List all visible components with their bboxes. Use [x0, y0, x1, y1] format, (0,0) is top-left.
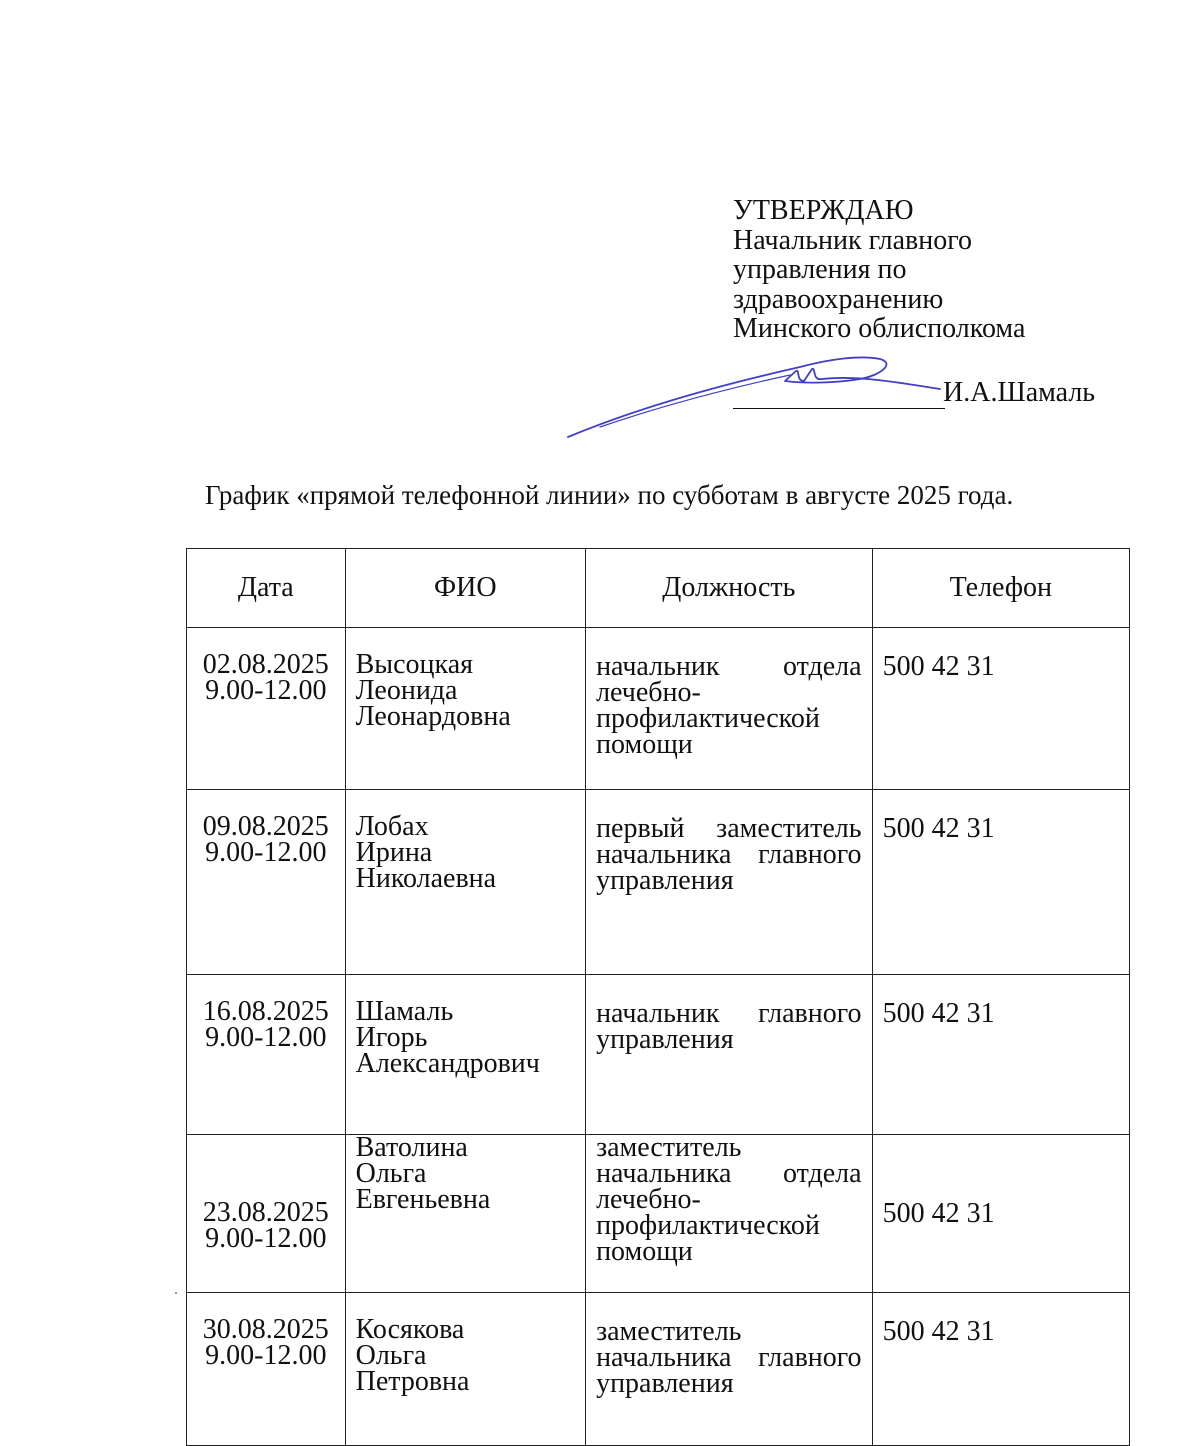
phone: 500 42 31: [882, 651, 995, 682]
phone: 500 42 31: [882, 1197, 995, 1229]
position: заместитель начальника отдела лечебно-профилактической помощи: [596, 1132, 862, 1267]
table-row: [187, 790, 1130, 975]
patronymic: Леонардовна: [355, 701, 511, 732]
name-cell: [345, 628, 585, 790]
approval-block: [733, 196, 1025, 344]
first-name: Ирина: [355, 837, 433, 868]
header-position: Должность: [586, 549, 873, 628]
patronymic: Николаевна: [355, 863, 497, 894]
approval-line: Минского облисполкома: [733, 313, 1026, 344]
phone-cell: [872, 1293, 1129, 1446]
position-cell: [586, 975, 873, 1135]
surname: Высоцкая: [355, 649, 473, 680]
time: 9.00-12.00: [205, 837, 327, 868]
approval-line: Начальник главного: [733, 224, 973, 256]
surname: Шамаль: [355, 996, 454, 1027]
date: 16.08.2025: [202, 996, 329, 1027]
phone: 500 42 31: [882, 998, 995, 1029]
date-cell: [187, 790, 346, 975]
patronymic: Евгеньевна: [355, 1184, 491, 1215]
first-name: Леонида: [355, 675, 458, 706]
surname: Ватолина: [355, 1132, 468, 1163]
table-row: [187, 1293, 1130, 1446]
header-date: Дата: [187, 549, 346, 628]
phone: 500 42 31: [882, 813, 995, 844]
table-row: [187, 1135, 1130, 1293]
date-cell: [187, 1293, 346, 1446]
approval-line: здравоохранению: [733, 283, 944, 315]
position-cell: [586, 1132, 873, 1293]
surname: Косякова: [355, 1314, 465, 1345]
signer-name: И.А.Шамаль: [943, 377, 1096, 408]
name-cell: [345, 1293, 585, 1446]
phone: 500 42 31: [882, 1316, 995, 1347]
table-row: [187, 975, 1130, 1135]
phone-cell: [872, 1135, 1129, 1293]
position-cell: [586, 1293, 873, 1446]
schedule-table: [186, 548, 1130, 1446]
date: 09.08.2025: [202, 811, 329, 842]
table-header-row: [187, 549, 1130, 628]
scan-speck: [175, 1292, 177, 1294]
date: 02.08.2025: [202, 649, 329, 680]
first-name: Ольга: [355, 1340, 427, 1371]
patronymic: Александрович: [355, 1048, 540, 1079]
signature-row: [733, 377, 1133, 413]
patronymic: Петровна: [355, 1366, 470, 1397]
header-phone: Телефон: [872, 549, 1129, 628]
position-cell: [586, 628, 873, 790]
phone-cell: [872, 790, 1129, 975]
name-cell: [345, 975, 585, 1135]
position-cell: [586, 790, 873, 975]
position: начальник отдела лечебно-профилактической помощи: [596, 651, 862, 760]
position: заместитель начальника главного управления: [596, 1316, 862, 1399]
time: 9.00-12.00: [205, 1222, 327, 1254]
position: начальник главного управления: [596, 998, 862, 1055]
date: 23.08.2025: [202, 1196, 329, 1228]
time: 9.00-12.00: [205, 675, 327, 706]
first-name: Игорь: [355, 1022, 428, 1053]
date-cell: [187, 1135, 346, 1293]
phone-cell: [872, 975, 1129, 1135]
first-name: Ольга: [355, 1158, 427, 1189]
signature-line: [733, 408, 945, 409]
surname: Лобах: [355, 811, 429, 842]
name-cell: [345, 1132, 585, 1293]
table-row: [187, 628, 1130, 790]
date-cell: [187, 628, 346, 790]
time: 9.00-12.00: [205, 1022, 327, 1053]
header-name: ФИО: [345, 549, 585, 628]
date: 30.08.2025: [202, 1314, 329, 1345]
document-title: График «прямой телефонной линии» по субботам в августе 2025 года.: [205, 480, 1014, 510]
position: первый заместитель начальника главного управления: [596, 813, 862, 896]
phone-cell: [872, 628, 1129, 790]
date-cell: [187, 975, 346, 1135]
approval-heading: УТВЕРЖДАЮ: [733, 195, 914, 226]
approval-line: управления по: [733, 254, 907, 285]
name-cell: [345, 790, 585, 975]
time: 9.00-12.00: [205, 1340, 327, 1371]
